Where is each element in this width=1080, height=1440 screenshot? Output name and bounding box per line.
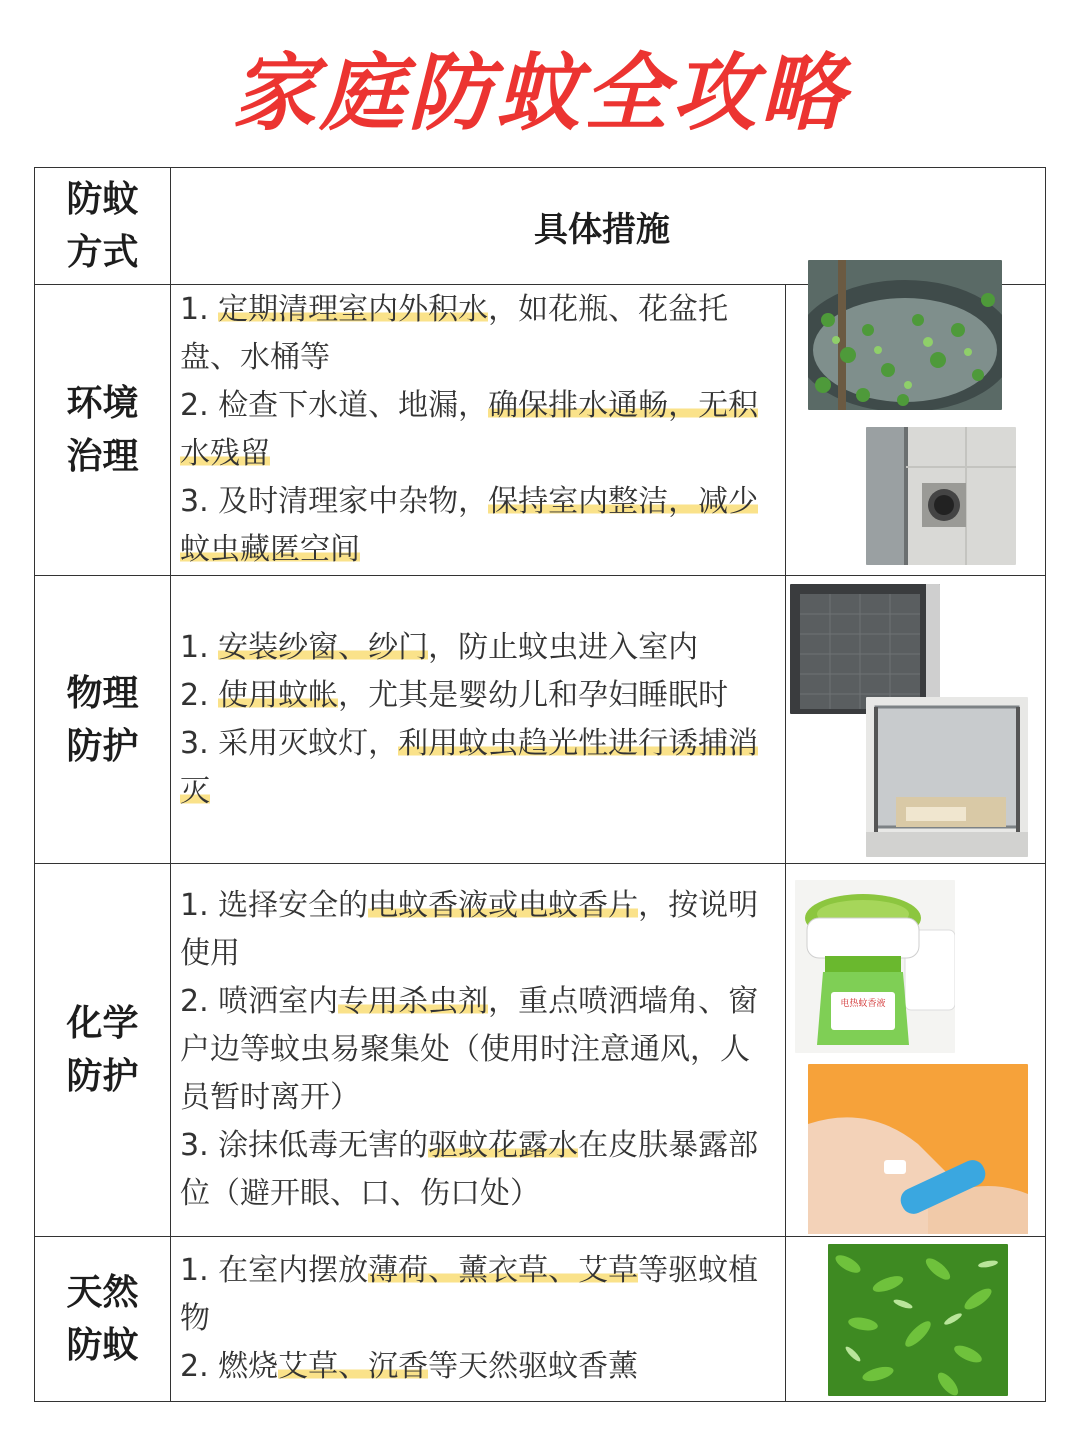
measure-text: 3. 采用灭蚊灯， <box>180 725 399 761</box>
mode-label: 环境治理 <box>66 383 139 477</box>
measure-text: ，按说明使用 <box>180 888 759 971</box>
measure-text: 2. 燃烧 <box>180 1349 279 1384</box>
measure-cell <box>171 576 786 864</box>
highlighted-text: 确保排水通畅，无积水残留 <box>180 388 759 471</box>
mode-label: 天然防蚊 <box>66 1272 139 1366</box>
mosquito-net-photo <box>866 697 1028 857</box>
measure-text: ，防止蚊虫进入室内 <box>428 629 699 665</box>
measure-item <box>180 624 777 672</box>
measure-text: 2. 喷洒室内 <box>180 984 339 1019</box>
measure-text: 1. <box>180 292 219 327</box>
mode-label: 化学防护 <box>66 1003 139 1097</box>
measure-cell <box>171 864 786 1237</box>
measure-text: 3. 及时清理家中杂物， <box>180 484 489 519</box>
measure-text: 2. <box>180 677 219 713</box>
mode-cell <box>35 576 171 864</box>
highlighted-text: 使用蚊帐 <box>218 677 339 713</box>
measure-text: 1. 选择安全的 <box>180 888 369 923</box>
measure-text: 1. <box>180 629 219 665</box>
measure-text: 1. 在室内摆放 <box>180 1253 369 1288</box>
liquid-repellent-photo <box>795 880 955 1053</box>
measure-item <box>180 672 777 720</box>
header-measures-label: 具体措施 <box>534 209 670 250</box>
header-mode <box>35 168 171 285</box>
herb-leaves-photo <box>828 1244 1008 1396</box>
mode-label: 物理防护 <box>66 672 139 767</box>
measure-item <box>180 382 777 478</box>
measure-text: ，重点喷洒墙角、窗户边等蚊虫易聚集处（使用时注意通风，人员暂时离开） <box>180 984 759 1115</box>
window-screen-photo <box>790 584 940 714</box>
page-title: 家庭防蚊全攻略 <box>231 44 848 142</box>
measure-cell <box>171 1237 786 1402</box>
measure-text: 2. 检查下水道、地漏， <box>180 388 489 423</box>
measure-text: ，如花瓶、花盆托盘、水桶等 <box>180 292 729 375</box>
highlighted-text: 驱蚊花露水 <box>428 1128 579 1163</box>
header-mode-label: 防蚊方式 <box>66 179 139 273</box>
floor-drain-photo <box>866 427 1016 565</box>
measure-text: 等天然驱蚊香薰 <box>428 1349 639 1384</box>
measure-item <box>180 720 777 816</box>
measure-text: 在皮肤暴露部位（避开眼、口、伤口处） <box>180 1128 759 1211</box>
measure-text: 3. 涂抹低毒无害的 <box>180 1128 429 1163</box>
mode-cell <box>35 864 171 1237</box>
measure-item <box>180 1247 777 1343</box>
spray-arm-photo <box>808 1064 1028 1234</box>
measure-text: 等驱蚊植物 <box>180 1253 759 1336</box>
pond-photo <box>808 260 1002 410</box>
highlighted-text: 电蚊香液或电蚊香片 <box>368 888 639 923</box>
measure-item <box>180 478 777 574</box>
highlighted-text: 艾草、沉香 <box>278 1349 429 1384</box>
mode-cell <box>35 1237 171 1402</box>
measure-item <box>180 1343 777 1391</box>
highlighted-text: 利用蚊虫趋光性进行诱捕消灭 <box>180 725 759 809</box>
highlighted-text: 安装纱窗、纱门 <box>218 629 429 665</box>
measure-item <box>180 286 777 382</box>
measure-item <box>180 882 777 978</box>
measure-item <box>180 978 777 1122</box>
highlighted-text: 薄荷、薰衣草、艾草 <box>368 1253 639 1288</box>
measure-cell <box>171 285 786 576</box>
measure-text: ，尤其是婴幼儿和孕妇睡眠时 <box>338 677 729 713</box>
highlighted-text: 定期清理室内外积水 <box>218 292 489 327</box>
highlighted-text: 专用杀虫剂 <box>338 984 489 1019</box>
liquid-product-label: 电热蚊香液 <box>840 999 886 1009</box>
highlighted-text: 保持室内整洁，减少蚊虫藏匿空间 <box>180 484 759 567</box>
mode-cell <box>35 285 171 576</box>
measure-item <box>180 1122 777 1218</box>
